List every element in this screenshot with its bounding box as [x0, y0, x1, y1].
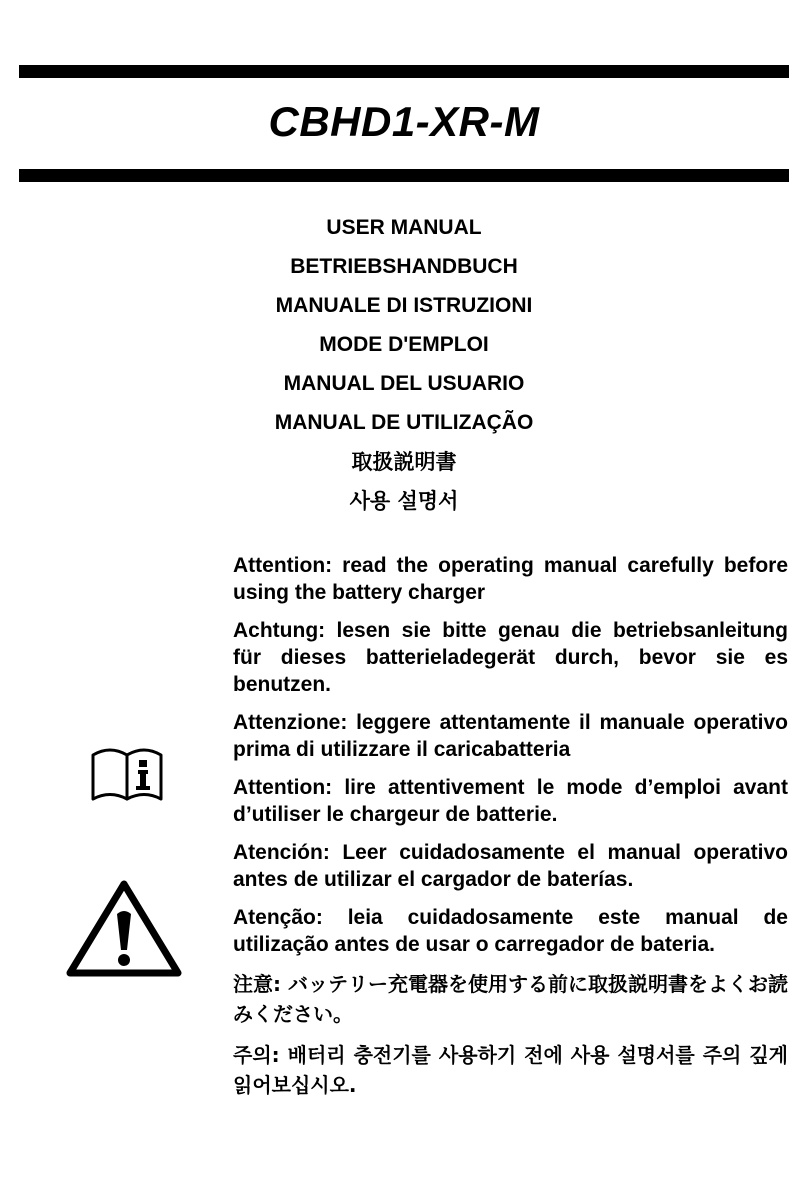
manual-title-fr: MODE D'EMPLOI — [319, 333, 489, 356]
manual-title-es: MANUAL DEL USUARIO — [283, 372, 525, 395]
manual-title-de: BETRIEBSHANDBUCH — [290, 255, 518, 278]
model-title: CBHD1-XR-M — [268, 98, 540, 145]
manual-title-ko: 사용 설명서 — [349, 489, 459, 513]
notice-de: Achtung: lesen sie bitte genau die betriebsanleitung für dieses batterieladegerät durch, bevor sie es benutzen. — [233, 619, 788, 696]
warning-triangle-icon — [66, 878, 182, 978]
notice-it: Attenzione: leggere attentamente il manuale operativo prima di utilizzare il caricabatteria — [233, 711, 788, 761]
book-info-icon — [90, 743, 164, 803]
manual-titles — [0, 214, 808, 526]
notice-en: Attention: read the operating manual carefully before using the battery charger — [233, 554, 788, 604]
manual-title-pt: MANUAL DE UTILIZAÇÃO — [274, 411, 534, 434]
notice-pt: Atenção: leia cuidadosamente este manual de utilização antes de usar o carregador de bateria. — [233, 906, 788, 956]
manual-title-en: USER MANUAL — [326, 216, 482, 239]
notice-es: Atención: Leer cuidadosamente el manual operativo antes de utilizar el cargador de baterías. — [233, 841, 788, 891]
top-rule — [19, 65, 789, 78]
notice-ja: 注意: バッテリー充電器を使用する前に取扱説明書をよくお読みください。 — [233, 972, 788, 1026]
bottom-rule — [19, 169, 789, 182]
manual-title-it: MANUALE DI ISTRUZIONI — [275, 294, 533, 317]
notice-fr: Attention: lire attentivement le mode d’emploi avant d’utiliser le chargeur de batterie. — [233, 776, 788, 826]
manual-title-ja: 取扱説明書 — [351, 450, 457, 474]
notice-ko: 주의: 배터리 충전기를 사용하기 전에 사용 설명서를 주의 깊게 읽어보십시오. — [233, 1043, 788, 1097]
notices — [233, 552, 788, 1111]
